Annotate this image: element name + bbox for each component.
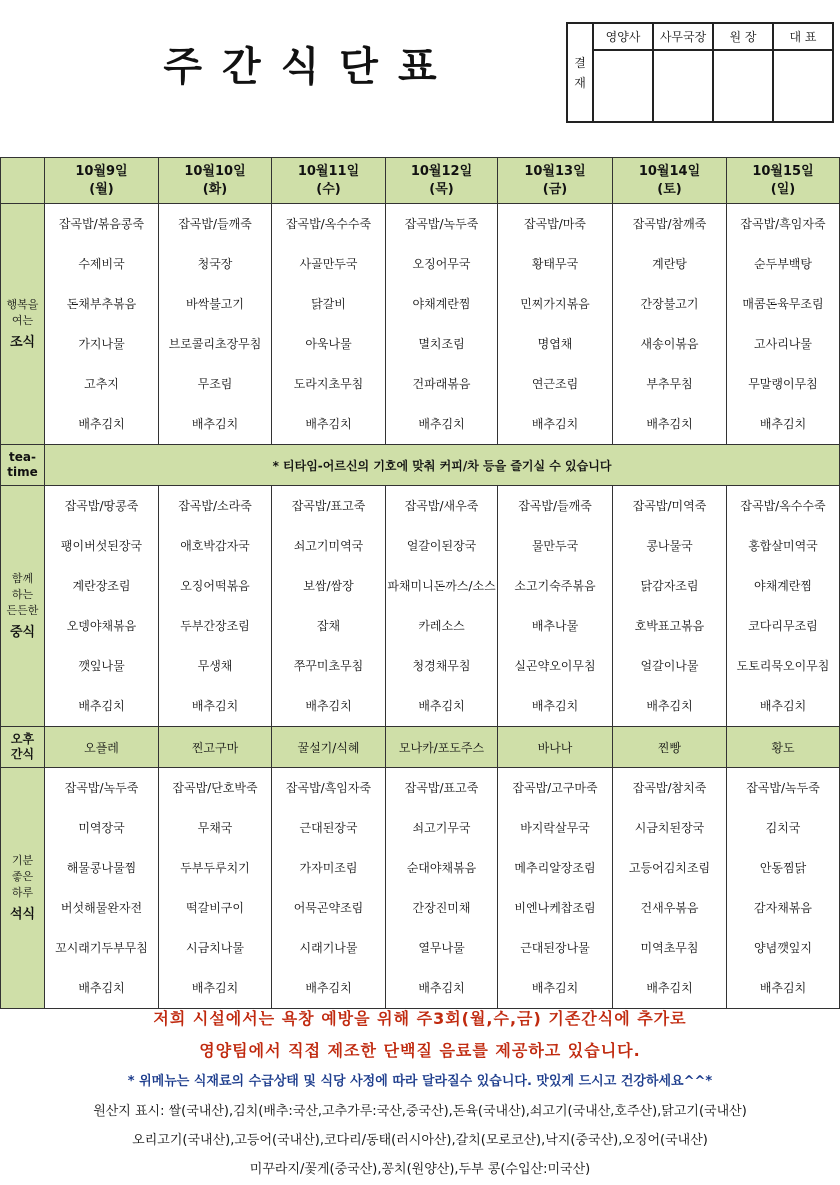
menu-item: 명엽채: [537, 337, 573, 351]
day-header: [45, 158, 159, 204]
origin-line-3: 미꾸라지/꽃게(중국산),꽁치(원양산),두부 콩(수입산:미국산): [249, 1162, 591, 1177]
day-date: 10월9일: [75, 163, 128, 179]
menu-item: 잡곡밥/새우죽: [404, 499, 479, 513]
menu-item: 매콤돈육무조림: [742, 297, 824, 311]
snack-item: 꿀설기/식혜: [272, 727, 386, 768]
menu-item: 멸치조림: [418, 337, 465, 351]
lunch-label-main: 중식: [9, 625, 36, 640]
breakfast-day-cell: [727, 204, 840, 445]
lunch-day-cell: [727, 486, 840, 727]
menu-item: 잡곡밥/마죽: [523, 217, 586, 231]
menu-item: 부추무침: [646, 377, 693, 391]
menu-item: 배추김치: [531, 981, 579, 995]
menu-item: 배추김치: [531, 699, 579, 713]
menu-item: 브로콜리초장무침: [168, 337, 262, 351]
signature-cell[interactable]: [713, 50, 773, 122]
menu-item: 보쌈/쌈장: [303, 579, 354, 593]
menu-item: 고추지: [84, 377, 119, 391]
day-date: 10월14일: [638, 163, 701, 179]
menu-item: 소고기숙주볶음: [514, 579, 596, 593]
menu-item: 오징어무국: [412, 257, 471, 271]
menu-item: 배추김치: [191, 417, 239, 431]
approval-role-ceo: 대 표: [773, 23, 833, 50]
menu-item: 바지락살무국: [520, 821, 590, 835]
menu-item: 잡곡밥/흑임자죽: [285, 781, 372, 795]
approval-box: [566, 22, 834, 123]
menu-item: 깻잎나물: [78, 659, 125, 673]
menu-item: 배추김치: [418, 417, 465, 431]
lunch-day-cell: [613, 486, 727, 727]
menu-item: 두부두루치기: [180, 861, 250, 875]
menu-item: 야채계란찜: [412, 297, 471, 311]
menu-item: 도토리묵오이무침: [736, 659, 830, 673]
menu-item: 미역장국: [78, 821, 125, 835]
menu-item: 잡곡밥/들깨죽: [178, 217, 252, 231]
menu-item: 닭감자조림: [640, 579, 699, 593]
menu-item: 고사리나물: [754, 337, 812, 351]
signature-cell[interactable]: [653, 50, 713, 122]
menu-item: 무채국: [197, 821, 233, 835]
breakfast-day-cell: [45, 204, 159, 445]
menu-item: 호박표고볶음: [634, 619, 705, 633]
menu-item: 건파래볶음: [412, 377, 471, 391]
day-weekday: (수): [316, 181, 341, 197]
menu-item: 꼬시래기두부무침: [55, 941, 148, 955]
menu-item: 잡곡밥/흑임자죽: [740, 217, 826, 231]
breakfast-day-cell: [159, 204, 272, 445]
dinner-day-cell: [727, 768, 840, 1009]
menu-item: 버섯해물완자전: [60, 901, 143, 915]
menu-item: 시래기나물: [299, 941, 358, 955]
dinner-label: [1, 768, 45, 1009]
menu-item: 돈채부추볶음: [66, 297, 137, 311]
day-weekday: (월): [89, 181, 114, 197]
menu-item: 순대야채볶음: [406, 861, 477, 875]
menu-item: 잡곡밥/녹두죽: [746, 781, 820, 795]
day-header: [272, 158, 386, 204]
menu-item: 건새우볶음: [640, 901, 699, 915]
day-header: [386, 158, 498, 204]
menu-item: 잡곡밥/녹두죽: [404, 217, 479, 231]
lunch-day-cell: [498, 486, 613, 727]
breakfast-day-cell: [613, 204, 727, 445]
breakfast-day-cell: [386, 204, 498, 445]
lunch-day-cell: [159, 486, 272, 727]
snack-item: 찐빵: [613, 727, 727, 768]
snack-label: 오후 간식: [1, 727, 45, 768]
menu-item: 아욱나물: [305, 337, 352, 351]
menu-item: 배추김치: [418, 699, 465, 713]
day-date: 10월13일: [524, 163, 586, 179]
menu-item: 감자채볶음: [754, 901, 812, 915]
dinner-day-cell: [272, 768, 386, 1009]
weekly-menu-table: [0, 157, 840, 1009]
menu-item: 배추김치: [759, 981, 807, 995]
lunch-label-sub: 함께 하는 든든한: [6, 572, 39, 617]
menu-item: 열무나물: [418, 941, 465, 955]
menu-item: 황태무국: [531, 257, 579, 271]
menu-item: 김치국: [765, 821, 801, 835]
menu-item: 쭈꾸미초무침: [293, 659, 364, 673]
lunch-label: [1, 486, 45, 727]
menu-item: 잡곡밥/표고죽: [291, 499, 366, 513]
menu-item: 실곤약오이무침: [514, 659, 596, 673]
menu-item: 코다리무조림: [748, 619, 818, 633]
menu-item: 쇠고기무국: [412, 821, 471, 835]
teatime-label: tea- time: [1, 445, 45, 486]
menu-item: 두부간장조림: [180, 619, 250, 633]
menu-item: 오징어떡볶음: [180, 579, 250, 593]
menu-item: 잡곡밥/옥수수죽: [285, 217, 372, 231]
menu-item: 잡곡밥/참깨죽: [632, 217, 707, 231]
menu-item: 간장진미채: [412, 901, 471, 915]
menu-item: 새송이볶음: [640, 337, 699, 351]
breakfast-label-sub: 행복을 여는: [6, 298, 39, 327]
page-title: 주간식단표: [163, 44, 457, 90]
lunch-day-cell: [272, 486, 386, 727]
day-header: [727, 158, 840, 204]
menu-item: 닭갈비: [311, 297, 346, 311]
dinner-label-main: 석식: [9, 907, 36, 922]
menu-item: 비엔나케찹조림: [514, 901, 596, 915]
approval-role-director: 원 장: [713, 23, 773, 50]
menu-item: 청국장: [197, 257, 233, 271]
menu-item: 배추김치: [305, 981, 352, 995]
menu-item: 배추김치: [418, 981, 465, 995]
menu-item: 사골만두국: [299, 257, 358, 271]
origin-line-1: 원산지 표시: 쌀(국내산),김치(배추:국산,고추가루:국산,중국산),돈육(국내산),쇠고기(국내산,호주산),닭고기(국내산): [93, 1104, 747, 1119]
breakfast-label-main: 조식: [9, 335, 36, 350]
menu-item: 고등어김치조림: [628, 861, 711, 875]
menu-item: 배추김치: [305, 417, 352, 431]
menu-item: 애호박감자국: [180, 539, 250, 553]
day-date: 10월11일: [297, 163, 360, 179]
menu-item: 무말랭이무침: [748, 377, 818, 391]
protein-drink-notice-2: 영양팀에서 직접 제조한 단백질 음료를 제공하고 있습니다.: [199, 1041, 641, 1060]
menu-item: 배추나물: [531, 619, 579, 633]
menu-item: 배추김치: [78, 417, 125, 431]
menu-item: 순두부백탕: [754, 257, 812, 271]
day-date: 10월15일: [752, 163, 814, 179]
menu-item: 잡곡밥/들깨죽: [518, 499, 592, 513]
day-date: 10월12일: [410, 163, 473, 179]
menu-item: 홍합살미역국: [748, 539, 818, 553]
menu-item: 쇠고기미역국: [293, 539, 364, 553]
menu-item: 메추리알장조림: [514, 861, 596, 875]
menu-item: 야채계란찜: [754, 579, 812, 593]
signature-cell[interactable]: [593, 50, 653, 122]
menu-item: 잡곡밥/단호박죽: [172, 781, 258, 795]
dinner-label-sub: 기분 좋은 하루: [11, 854, 34, 899]
snack-item: 바나나: [498, 727, 613, 768]
day-weekday: (화): [202, 181, 228, 197]
menu-item: 팽이버섯된장국: [60, 539, 143, 553]
menu-item: 해물콩나물찜: [66, 861, 137, 875]
menu-item: 잡곡밥/고구마죽: [512, 781, 598, 795]
menu-item: 콩나물국: [646, 539, 693, 553]
day-header: [159, 158, 272, 204]
snack-item: 모나카/포도주스: [386, 727, 498, 768]
menu-item: 민찌가지볶음: [520, 297, 590, 311]
menu-item: 양념깻잎지: [754, 941, 812, 955]
menu-item: 배추김치: [759, 417, 807, 431]
day-weekday: (금): [542, 181, 568, 197]
approval-label: 결 재: [567, 23, 593, 122]
menu-item: 근대된장국: [299, 821, 358, 835]
breakfast-label: [1, 204, 45, 445]
menu-item: 파채미니돈까스/소스: [387, 579, 496, 593]
menu-item: 배추김치: [191, 981, 239, 995]
dinner-day-cell: [613, 768, 727, 1009]
menu-item: 연근조림: [531, 377, 579, 391]
menu-item: 잡곡밥/볶음콩죽: [58, 217, 145, 231]
teatime-text: * 티타임-어르신의 기호에 맞춰 커피/차 등을 즐기실 수 있습니다: [45, 445, 840, 486]
menu-item: 얼갈이된장국: [406, 539, 477, 553]
menu-item: 미역초무침: [640, 941, 699, 955]
day-date: 10월10일: [184, 163, 246, 179]
dinner-day-cell: [45, 768, 159, 1009]
menu-change-notice: * 위메뉴는 식재료의 수급상태 및 식당 사정에 따라 달라질수 있습니다. 맛있게 드시고 건강하세요^^*: [127, 1074, 713, 1089]
menu-item: 잡곡밥/참치죽: [632, 781, 707, 795]
snack-item: 황도: [727, 727, 840, 768]
menu-item: 배추김치: [191, 699, 239, 713]
menu-item: 청경채무침: [412, 659, 471, 673]
menu-item: 어묵곤약조림: [293, 901, 364, 915]
menu-item: 배추김치: [305, 699, 352, 713]
notes-section: [0, 1003, 840, 1184]
menu-item: 잡곡밥/옥수수죽: [740, 499, 826, 513]
protein-drink-notice-1: 저희 시설에서는 욕창 예방을 위해 주3회(월,수,금) 기존간식에 추가로: [153, 1009, 687, 1028]
menu-item: 시금치나물: [186, 941, 244, 955]
dinner-day-cell: [498, 768, 613, 1009]
menu-item: 오뎅야채볶음: [66, 619, 137, 633]
menu-item: 잡곡밥/표고죽: [404, 781, 479, 795]
menu-item: 잡곡밥/녹두죽: [64, 781, 139, 795]
menu-item: 무생채: [197, 659, 233, 673]
menu-item: 카레소스: [418, 619, 465, 633]
menu-item: 시금치된장국: [634, 821, 705, 835]
dinner-day-cell: [386, 768, 498, 1009]
menu-item: 떡갈비구이: [186, 901, 244, 915]
day-header: [613, 158, 727, 204]
day-weekday: (토): [657, 181, 682, 197]
dinner-day-cell: [159, 768, 272, 1009]
signature-cell[interactable]: [773, 50, 833, 122]
day-weekday: (목): [429, 181, 454, 197]
menu-item: 잡채: [316, 619, 341, 633]
menu-item: 배추김치: [646, 417, 693, 431]
snack-item: 오플레: [45, 727, 159, 768]
menu-item: 배추김치: [646, 981, 693, 995]
menu-item: 잡곡밥/땅콩죽: [64, 499, 139, 513]
menu-item: 얼갈이나물: [640, 659, 699, 673]
approval-role-nutritionist: 영양사: [593, 23, 653, 50]
corner-cell: [1, 158, 45, 204]
menu-item: 배추김치: [78, 699, 125, 713]
menu-item: 도라지초무침: [293, 377, 364, 391]
menu-item: 배추김치: [78, 981, 125, 995]
day-weekday: (일): [770, 181, 796, 197]
lunch-day-cell: [386, 486, 498, 727]
lunch-day-cell: [45, 486, 159, 727]
menu-item: 계란탕: [652, 257, 687, 271]
menu-item: 가지나물: [78, 337, 125, 351]
menu-item: 근대된장나물: [520, 941, 590, 955]
menu-item: 무조림: [197, 377, 233, 391]
menu-item: 배추김치: [646, 699, 693, 713]
menu-item: 안동찜닭: [759, 861, 807, 875]
menu-item: 잡곡밥/미역죽: [632, 499, 707, 513]
menu-item: 간장불고기: [640, 297, 699, 311]
menu-item: 잡곡밥/소라죽: [178, 499, 252, 513]
menu-item: 수제비국: [78, 257, 125, 271]
menu-item: 가자미조림: [299, 861, 358, 875]
day-header: [498, 158, 613, 204]
approval-role-secretary: 사무국장: [653, 23, 713, 50]
menu-item: 계란장조림: [72, 579, 131, 593]
origin-line-2: 오리고기(국내산),고등어(국내산),코다리/동태(러시아산),갈치(모로코산),낙지(중국산),오징어(국내산): [132, 1133, 708, 1148]
menu-item: 바싹불고기: [186, 297, 244, 311]
breakfast-day-cell: [498, 204, 613, 445]
snack-item: 찐고구마: [159, 727, 272, 768]
menu-item: 배추김치: [759, 699, 807, 713]
breakfast-day-cell: [272, 204, 386, 445]
menu-item: 배추김치: [531, 417, 579, 431]
menu-item: 물만두국: [531, 539, 579, 553]
